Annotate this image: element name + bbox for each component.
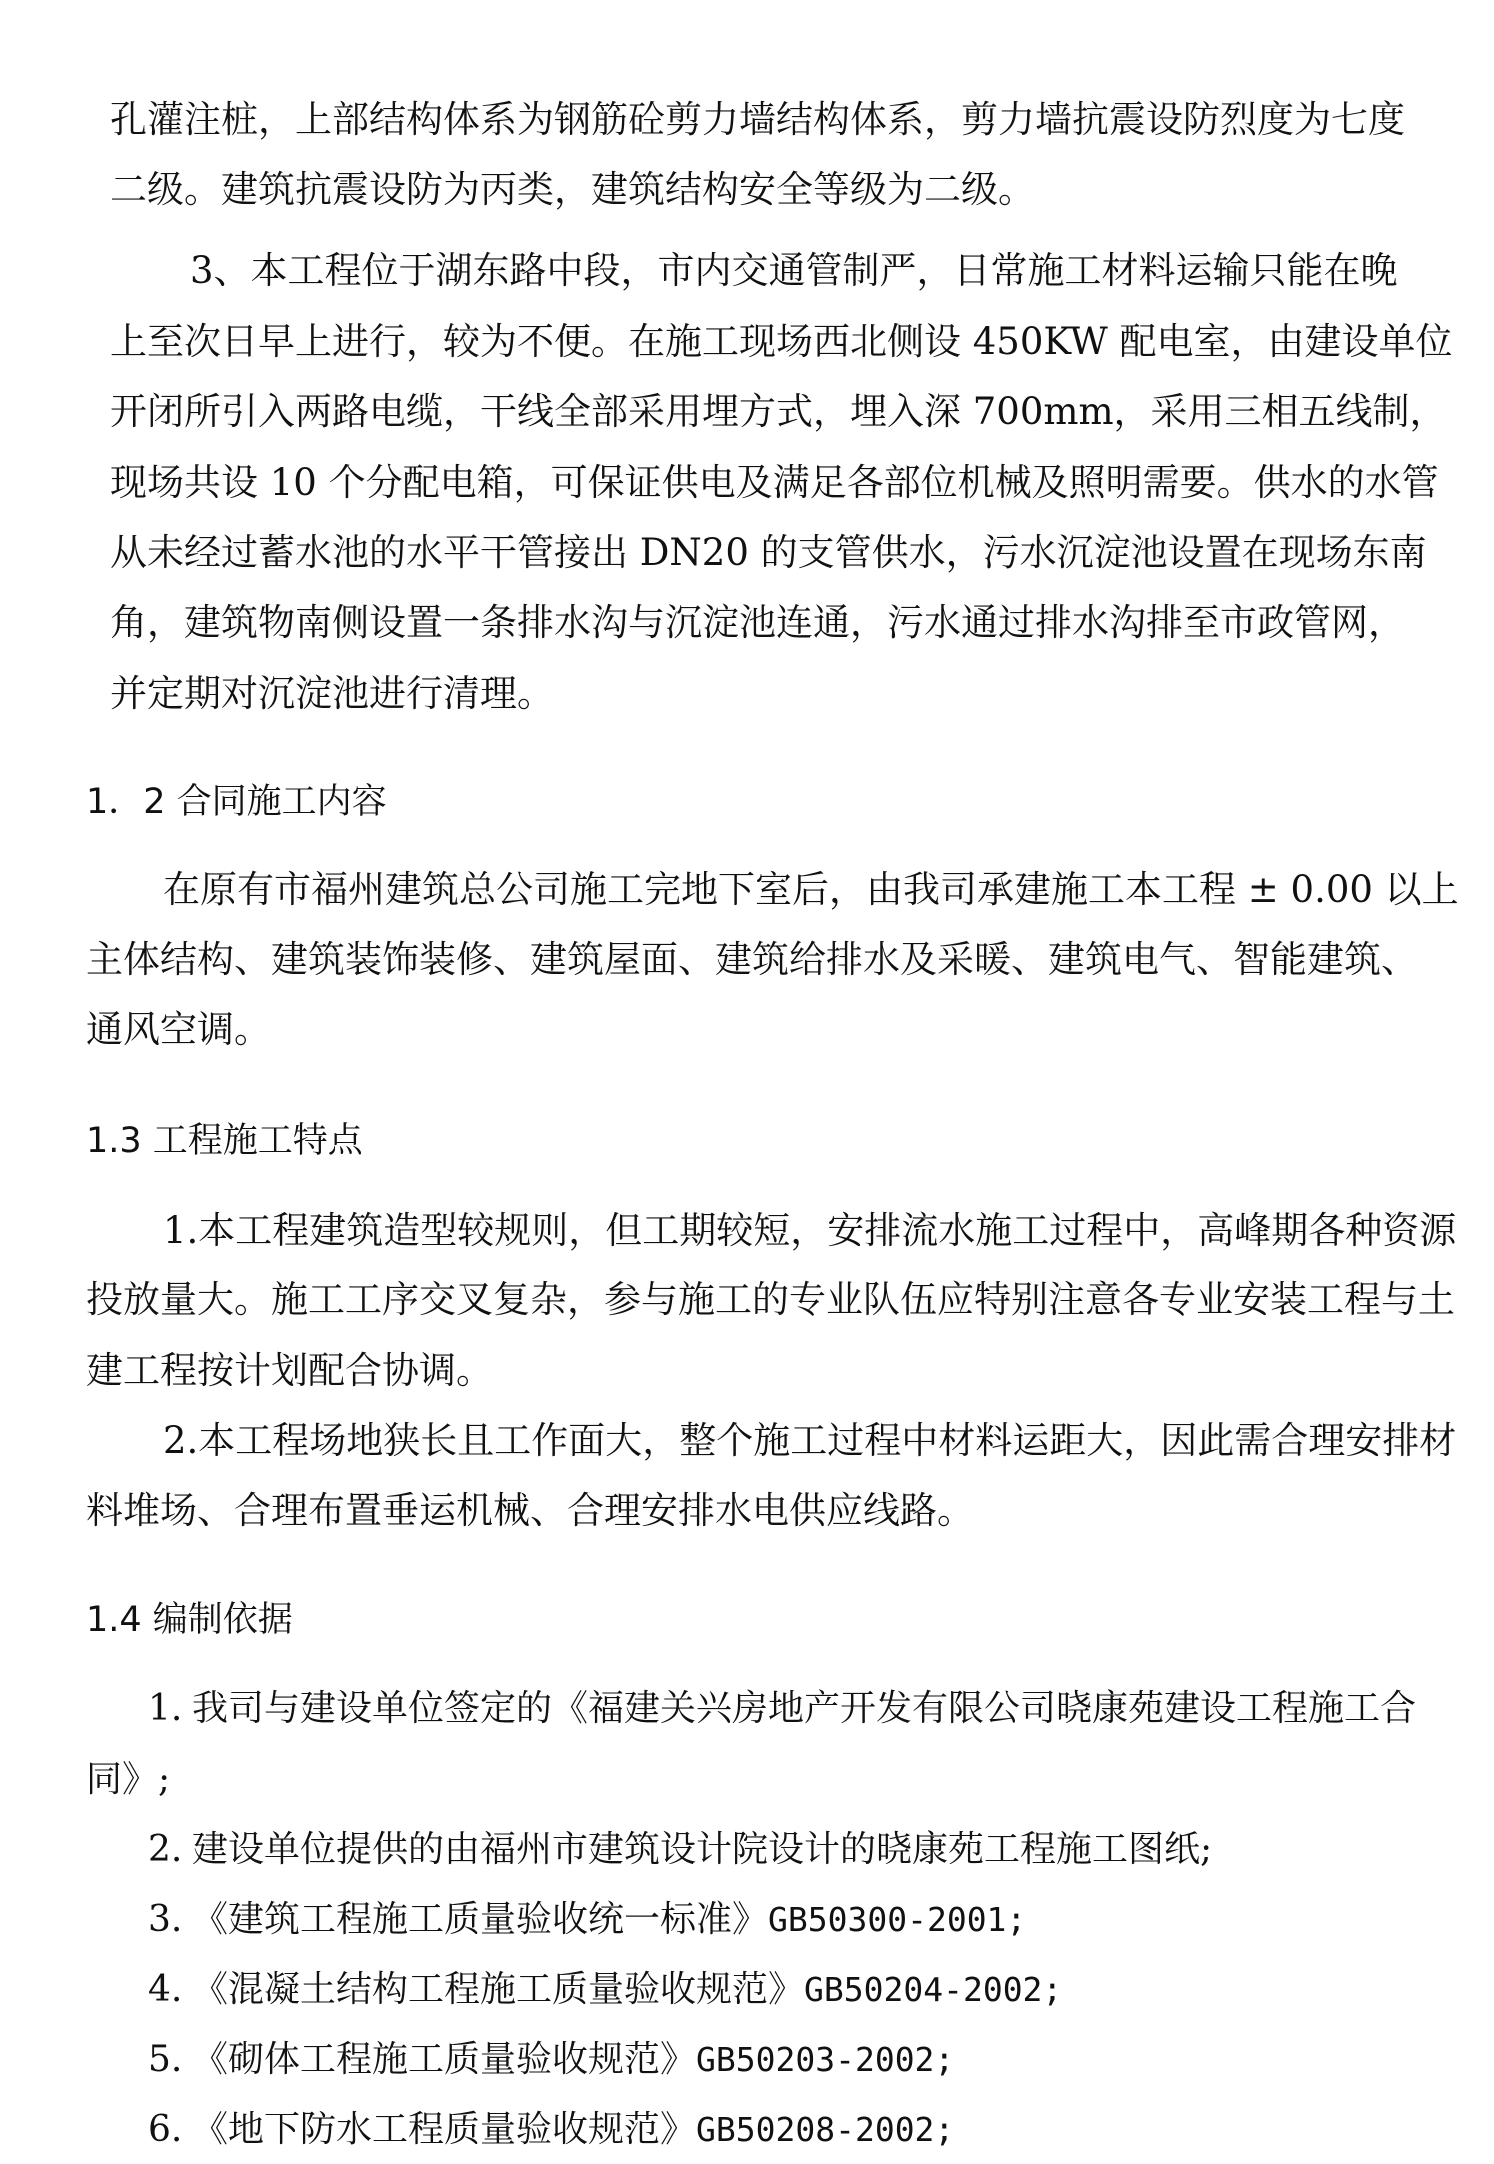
standard-code: GB50203-2002;: [696, 2040, 955, 2079]
list-item: [148, 2036, 954, 2084]
paragraph-line: 1.本工程建筑造型较规则，但工期较短，安排流水施工过程中，高峰期各种资源: [163, 1209, 1457, 1252]
paragraph-line: 现场共设 10 个分配电箱，可保证供电及满足各部位机械及照明需要。供水的水管: [110, 461, 1439, 504]
paragraph-line: 在原有市福州建筑总公司施工完地下室后，由我司承建施工本工程 ± 0.00 以上: [163, 868, 1459, 911]
standard-code: GB50300-2001;: [768, 1900, 1027, 1939]
list-item: [148, 1966, 1062, 2014]
list-text: 同》;: [86, 1759, 171, 1800]
paragraph-line: 上至次日早上进行，较为不便。在施工现场西北侧设 450KW 配电室，由建设单位: [110, 320, 1453, 363]
list-text: 《混凝土结构工程施工质量验收规范》: [192, 1969, 805, 2010]
list-number: 2.: [148, 1829, 183, 1870]
list-text: 《砌体工程施工质量验收规范》: [192, 2039, 697, 2080]
paragraph-line: 2.本工程场地狭长且工作面大，整个施工过程中材料运距大，因此需合理安排材: [163, 1419, 1457, 1462]
paragraph-line: 建工程按计划配合协调。: [86, 1349, 493, 1392]
paragraph-line: 投放量大。施工工序交叉复杂，参与施工的专业队伍应特别注意各专业安装工程与土: [86, 1278, 1455, 1321]
list-item: [148, 1826, 1212, 1874]
paragraph-line: 从未经过蓄水池的水平干管接出 DN20 的支管供水，污水沉淀池设置在现场东南: [110, 531, 1427, 574]
list-text: 《地下防水工程质量验收规范》: [192, 2109, 697, 2150]
list-number: 6.: [148, 2109, 183, 2150]
paragraph-line: 通风空调。: [86, 1008, 271, 1051]
standard-code: GB50208-2002;: [696, 2110, 955, 2149]
paragraph-line: 孔灌注桩，上部结构体系为钢筋砼剪力墙结构体系，剪力墙抗震设防烈度为七度: [110, 98, 1405, 141]
paragraph-line: 二级。建筑抗震设防为丙类，建筑结构安全等级为二级。: [110, 168, 1035, 211]
list-number: 1.: [148, 1688, 183, 1729]
list-number: 3.: [148, 1899, 183, 1940]
list-text: 《建筑工程施工质量验收统一标准》: [192, 1899, 769, 1940]
paragraph-line: 3、本工程位于湖东路中段，市内交通管制严，日常施工材料运输只能在晚: [190, 249, 1398, 292]
standard-code: GB50204-2002;: [804, 1970, 1063, 2009]
list-item: [148, 1896, 1026, 1944]
list-item: [148, 2106, 954, 2154]
paragraph-line: 并定期对沉淀池进行清理。: [110, 672, 554, 715]
paragraph-line: 角，建筑物南侧设置一条排水沟与沉淀池连通，污水通过排水沟排至市政管网，: [110, 601, 1405, 644]
section-heading: 1.3 工程施工特点: [86, 1121, 363, 1161]
list-text: 我司与建设单位签定的《福建关兴房地产开发有限公司晓康苑建设工程施工合: [192, 1688, 1417, 1729]
section-heading: 1.4 编制依据: [86, 1600, 293, 1640]
list-number: 5.: [148, 2039, 183, 2080]
list-text: 建设单位提供的由福州市建筑设计院设计的晓康苑工程施工图纸;: [192, 1829, 1213, 1870]
paragraph-line: 料堆场、合理布置垂运机械、合理安排水电供应线路。: [86, 1489, 974, 1532]
paragraph-line: 主体结构、建筑装饰装修、建筑屋面、建筑给排水及采暖、建筑电气、智能建筑、: [86, 938, 1418, 981]
paragraph-line: 开闭所引入两路电缆，干线全部采用埋方式，埋入深 700mm，采用三相五线制，: [110, 390, 1447, 433]
list-item: [148, 1685, 1416, 1733]
section-heading: 1．2 合同施工内容: [86, 782, 387, 822]
list-item: [86, 1756, 170, 1804]
list-number: 4.: [148, 1969, 183, 2010]
